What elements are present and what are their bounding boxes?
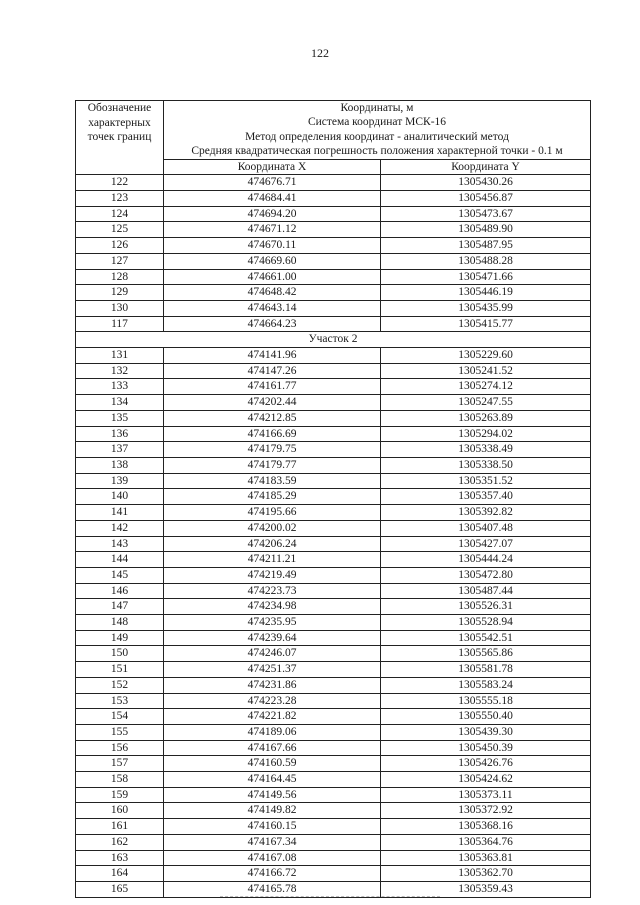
coordinate-y-cell: 1305526.31 [381,599,591,615]
coordinate-x-cell: 474164.45 [164,772,381,788]
coordinate-x-cell: 474160.59 [164,756,381,772]
table-row [76,175,591,191]
point-id-cell: 129 [76,285,164,301]
point-id-cell: 165 [76,881,164,897]
point-id-cell: 162 [76,834,164,850]
table-row [76,881,591,897]
point-id-cell: 132 [76,363,164,379]
coordinate-x-cell: 474149.82 [164,803,381,819]
point-id-cell: 124 [76,206,164,222]
coordinate-x-cell: 474648.42 [164,285,381,301]
point-id-cell: 154 [76,709,164,725]
coordinate-y-cell: 1305550.40 [381,709,591,725]
header-point-designation [76,101,164,175]
table-row [76,819,591,835]
coordinate-x-cell: 474167.66 [164,740,381,756]
coordinate-x-cell: 474694.20 [164,206,381,222]
coordinate-x-cell: 474200.02 [164,520,381,536]
coordinates-table [75,100,591,898]
coordinate-x-cell: 474147.26 [164,363,381,379]
coordinate-y-cell: 1305542.51 [381,630,591,646]
table-row [76,348,591,364]
coordinate-y-cell: 1305372.92 [381,803,591,819]
coordinate-y-cell: 1305450.39 [381,740,591,756]
coordinate-x-cell: 474234.98 [164,599,381,615]
point-id-cell: 130 [76,300,164,316]
point-id-cell: 128 [76,269,164,285]
table-row [76,740,591,756]
coordinate-x-cell: 474189.06 [164,724,381,740]
point-id-cell: 164 [76,866,164,882]
table-row [76,583,591,599]
coordinate-y-cell: 1305426.76 [381,756,591,772]
coordinate-y-cell: 1305528.94 [381,615,591,631]
point-id-cell: 148 [76,615,164,631]
scan-artifact-line [220,896,440,897]
coordinate-y-cell: 1305368.16 [381,819,591,835]
table-row [76,395,591,411]
coordinate-x-cell: 474664.23 [164,316,381,332]
coordinate-y-cell: 1305373.11 [381,787,591,803]
coordinate-y-cell: 1305363.81 [381,850,591,866]
coordinate-y-cell: 1305424.62 [381,772,591,788]
coordinate-y-cell: 1305583.24 [381,677,591,693]
table-row [76,724,591,740]
coordinate-x-cell: 474671.12 [164,222,381,238]
point-id-cell: 161 [76,819,164,835]
coordinate-x-cell: 474206.24 [164,536,381,552]
table-row [76,442,591,458]
point-id-cell: 127 [76,253,164,269]
point-id-cell: 142 [76,520,164,536]
coordinate-x-cell: 474221.82 [164,709,381,725]
coordinate-x-cell: 474643.14 [164,300,381,316]
coordinate-y-cell: 1305359.43 [381,881,591,897]
point-id-cell: 152 [76,677,164,693]
table-row [76,709,591,725]
table-row [76,866,591,882]
table-row [76,222,591,238]
point-id-cell: 139 [76,473,164,489]
table-row [76,253,591,269]
coordinate-x-cell: 474223.73 [164,583,381,599]
point-id-cell: 144 [76,552,164,568]
header-left-line: точек границ [87,131,152,144]
coordinate-y-cell: 1305487.44 [381,583,591,599]
coordinate-x-cell: 474166.72 [164,866,381,882]
coordinate-x-cell: 474141.96 [164,348,381,364]
point-id-cell: 117 [76,316,164,332]
coordinate-y-cell: 1305430.26 [381,175,591,191]
table-row [76,677,591,693]
point-id-cell: 131 [76,348,164,364]
coordinate-y-cell: 1305274.12 [381,379,591,395]
coordinate-x-cell: 474195.66 [164,505,381,521]
coordinate-x-cell: 474231.86 [164,677,381,693]
table-row [76,285,591,301]
table-row [76,803,591,819]
coordinate-y-cell: 1305456.87 [381,191,591,207]
table-row [76,567,591,583]
header-coordinates-info [164,101,591,160]
coordinate-x-cell: 474179.75 [164,442,381,458]
coordinate-x-cell: 474167.08 [164,850,381,866]
table-row [76,772,591,788]
point-id-cell: 150 [76,646,164,662]
section-row [76,332,591,348]
coordinate-y-cell: 1305471.66 [381,269,591,285]
point-id-cell: 126 [76,238,164,254]
coordinate-x-cell: 474235.95 [164,615,381,631]
coordinate-y-cell: 1305488.28 [381,253,591,269]
point-id-cell: 146 [76,583,164,599]
header-main-line: Метод определения координат - аналитический метод [245,130,509,143]
header-main-line: Система координат МСК-16 [307,116,447,129]
coordinate-y-cell: 1305472.80 [381,567,591,583]
coordinate-y-cell: 1305427.07 [381,536,591,552]
coordinate-y-cell: 1305247.55 [381,395,591,411]
table-row [76,457,591,473]
header-main-line: Координаты, м [340,102,414,114]
coordinate-x-cell: 474670.11 [164,238,381,254]
point-id-cell: 159 [76,787,164,803]
point-id-cell: 135 [76,410,164,426]
coordinate-y-cell: 1305489.90 [381,222,591,238]
coordinate-x-cell: 474167.34 [164,834,381,850]
coordinate-x-cell: 474160.15 [164,819,381,835]
coordinate-x-cell: 474669.60 [164,253,381,269]
point-id-cell: 158 [76,772,164,788]
coordinate-x-cell: 474684.41 [164,191,381,207]
point-id-cell: 143 [76,536,164,552]
coordinate-y-cell: 1305435.99 [381,300,591,316]
table-row [76,238,591,254]
point-id-cell: 155 [76,724,164,740]
table-row [76,426,591,442]
coordinate-x-cell: 474676.71 [164,175,381,191]
table-row [76,269,591,285]
table-row [76,379,591,395]
coordinate-y-cell: 1305338.49 [381,442,591,458]
table-row [76,520,591,536]
table-row [76,300,591,316]
point-id-cell: 163 [76,850,164,866]
point-id-cell: 156 [76,740,164,756]
coordinate-y-cell: 1305241.52 [381,363,591,379]
coordinate-y-cell: 1305229.60 [381,348,591,364]
table-row [76,850,591,866]
coordinate-y-cell: 1305294.02 [381,426,591,442]
coordinate-x-cell: 474239.64 [164,630,381,646]
header-left-line: Обозначение [87,102,152,114]
coordinate-y-cell: 1305338.50 [381,457,591,473]
table-row [76,756,591,772]
column-header-x: Координата X [164,159,381,175]
point-id-cell: 125 [76,222,164,238]
point-id-cell: 145 [76,567,164,583]
page-number: 122 [311,46,329,60]
coordinate-x-cell: 474219.49 [164,567,381,583]
coordinate-x-cell: 474661.00 [164,269,381,285]
point-id-cell: 136 [76,426,164,442]
coordinate-y-cell: 1305263.89 [381,410,591,426]
coordinate-y-cell: 1305415.77 [381,316,591,332]
coordinate-y-cell: 1305581.78 [381,662,591,678]
table-row [76,630,591,646]
table-row [76,410,591,426]
header-left-line: характерных [88,116,151,129]
table-row [76,316,591,332]
point-id-cell: 147 [76,599,164,615]
table-row [76,489,591,505]
coordinate-y-cell: 1305407.48 [381,520,591,536]
table-row [76,505,591,521]
coordinate-x-cell: 474212.85 [164,410,381,426]
coordinate-y-cell: 1305487.95 [381,238,591,254]
coordinate-y-cell: 1305364.76 [381,834,591,850]
point-id-cell: 151 [76,662,164,678]
coordinate-x-cell: 474202.44 [164,395,381,411]
coordinate-y-cell: 1305362.70 [381,866,591,882]
header-main-line: Средняя квадратическая погрешность положения характерной точки - 0.1 м [191,145,563,158]
point-id-cell: 137 [76,442,164,458]
coordinate-y-cell: 1305473.67 [381,206,591,222]
coordinate-x-cell: 474211.21 [164,552,381,568]
table-row [76,615,591,631]
table-row [76,473,591,489]
point-id-cell: 122 [76,175,164,191]
table-row [76,834,591,850]
table-row [76,552,591,568]
table-row [76,363,591,379]
point-id-cell: 157 [76,756,164,772]
point-id-cell: 153 [76,693,164,709]
point-id-cell: 138 [76,457,164,473]
coordinate-y-cell: 1305555.18 [381,693,591,709]
table-row [76,646,591,662]
column-header-y: Координата Y [381,159,591,175]
table-row [76,693,591,709]
coordinate-x-cell: 474149.56 [164,787,381,803]
coordinate-x-cell: 474161.77 [164,379,381,395]
coordinate-y-cell: 1305439.30 [381,724,591,740]
coordinate-x-cell: 474223.28 [164,693,381,709]
table-row [76,599,591,615]
table-row [76,536,591,552]
coordinate-y-cell: 1305565.86 [381,646,591,662]
point-id-cell: 133 [76,379,164,395]
table-row [76,662,591,678]
coordinate-y-cell: 1305446.19 [381,285,591,301]
table-row [76,206,591,222]
coordinate-x-cell: 474246.07 [164,646,381,662]
coordinate-x-cell: 474185.29 [164,489,381,505]
point-id-cell: 123 [76,191,164,207]
coordinate-y-cell: 1305392.82 [381,505,591,521]
coordinate-y-cell: 1305357.40 [381,489,591,505]
point-id-cell: 141 [76,505,164,521]
point-id-cell: 149 [76,630,164,646]
coordinate-x-cell: 474165.78 [164,881,381,897]
coordinate-x-cell: 474166.69 [164,426,381,442]
point-id-cell: 134 [76,395,164,411]
point-id-cell: 140 [76,489,164,505]
coordinate-x-cell: 474251.37 [164,662,381,678]
table-row [76,191,591,207]
coordinate-x-cell: 474183.59 [164,473,381,489]
coordinate-y-cell: 1305351.52 [381,473,591,489]
coordinate-y-cell: 1305444.24 [381,552,591,568]
header-row [76,101,591,160]
section-label: Участок 2 [76,332,591,348]
point-id-cell: 160 [76,803,164,819]
table-row [76,787,591,803]
coordinate-x-cell: 474179.77 [164,457,381,473]
